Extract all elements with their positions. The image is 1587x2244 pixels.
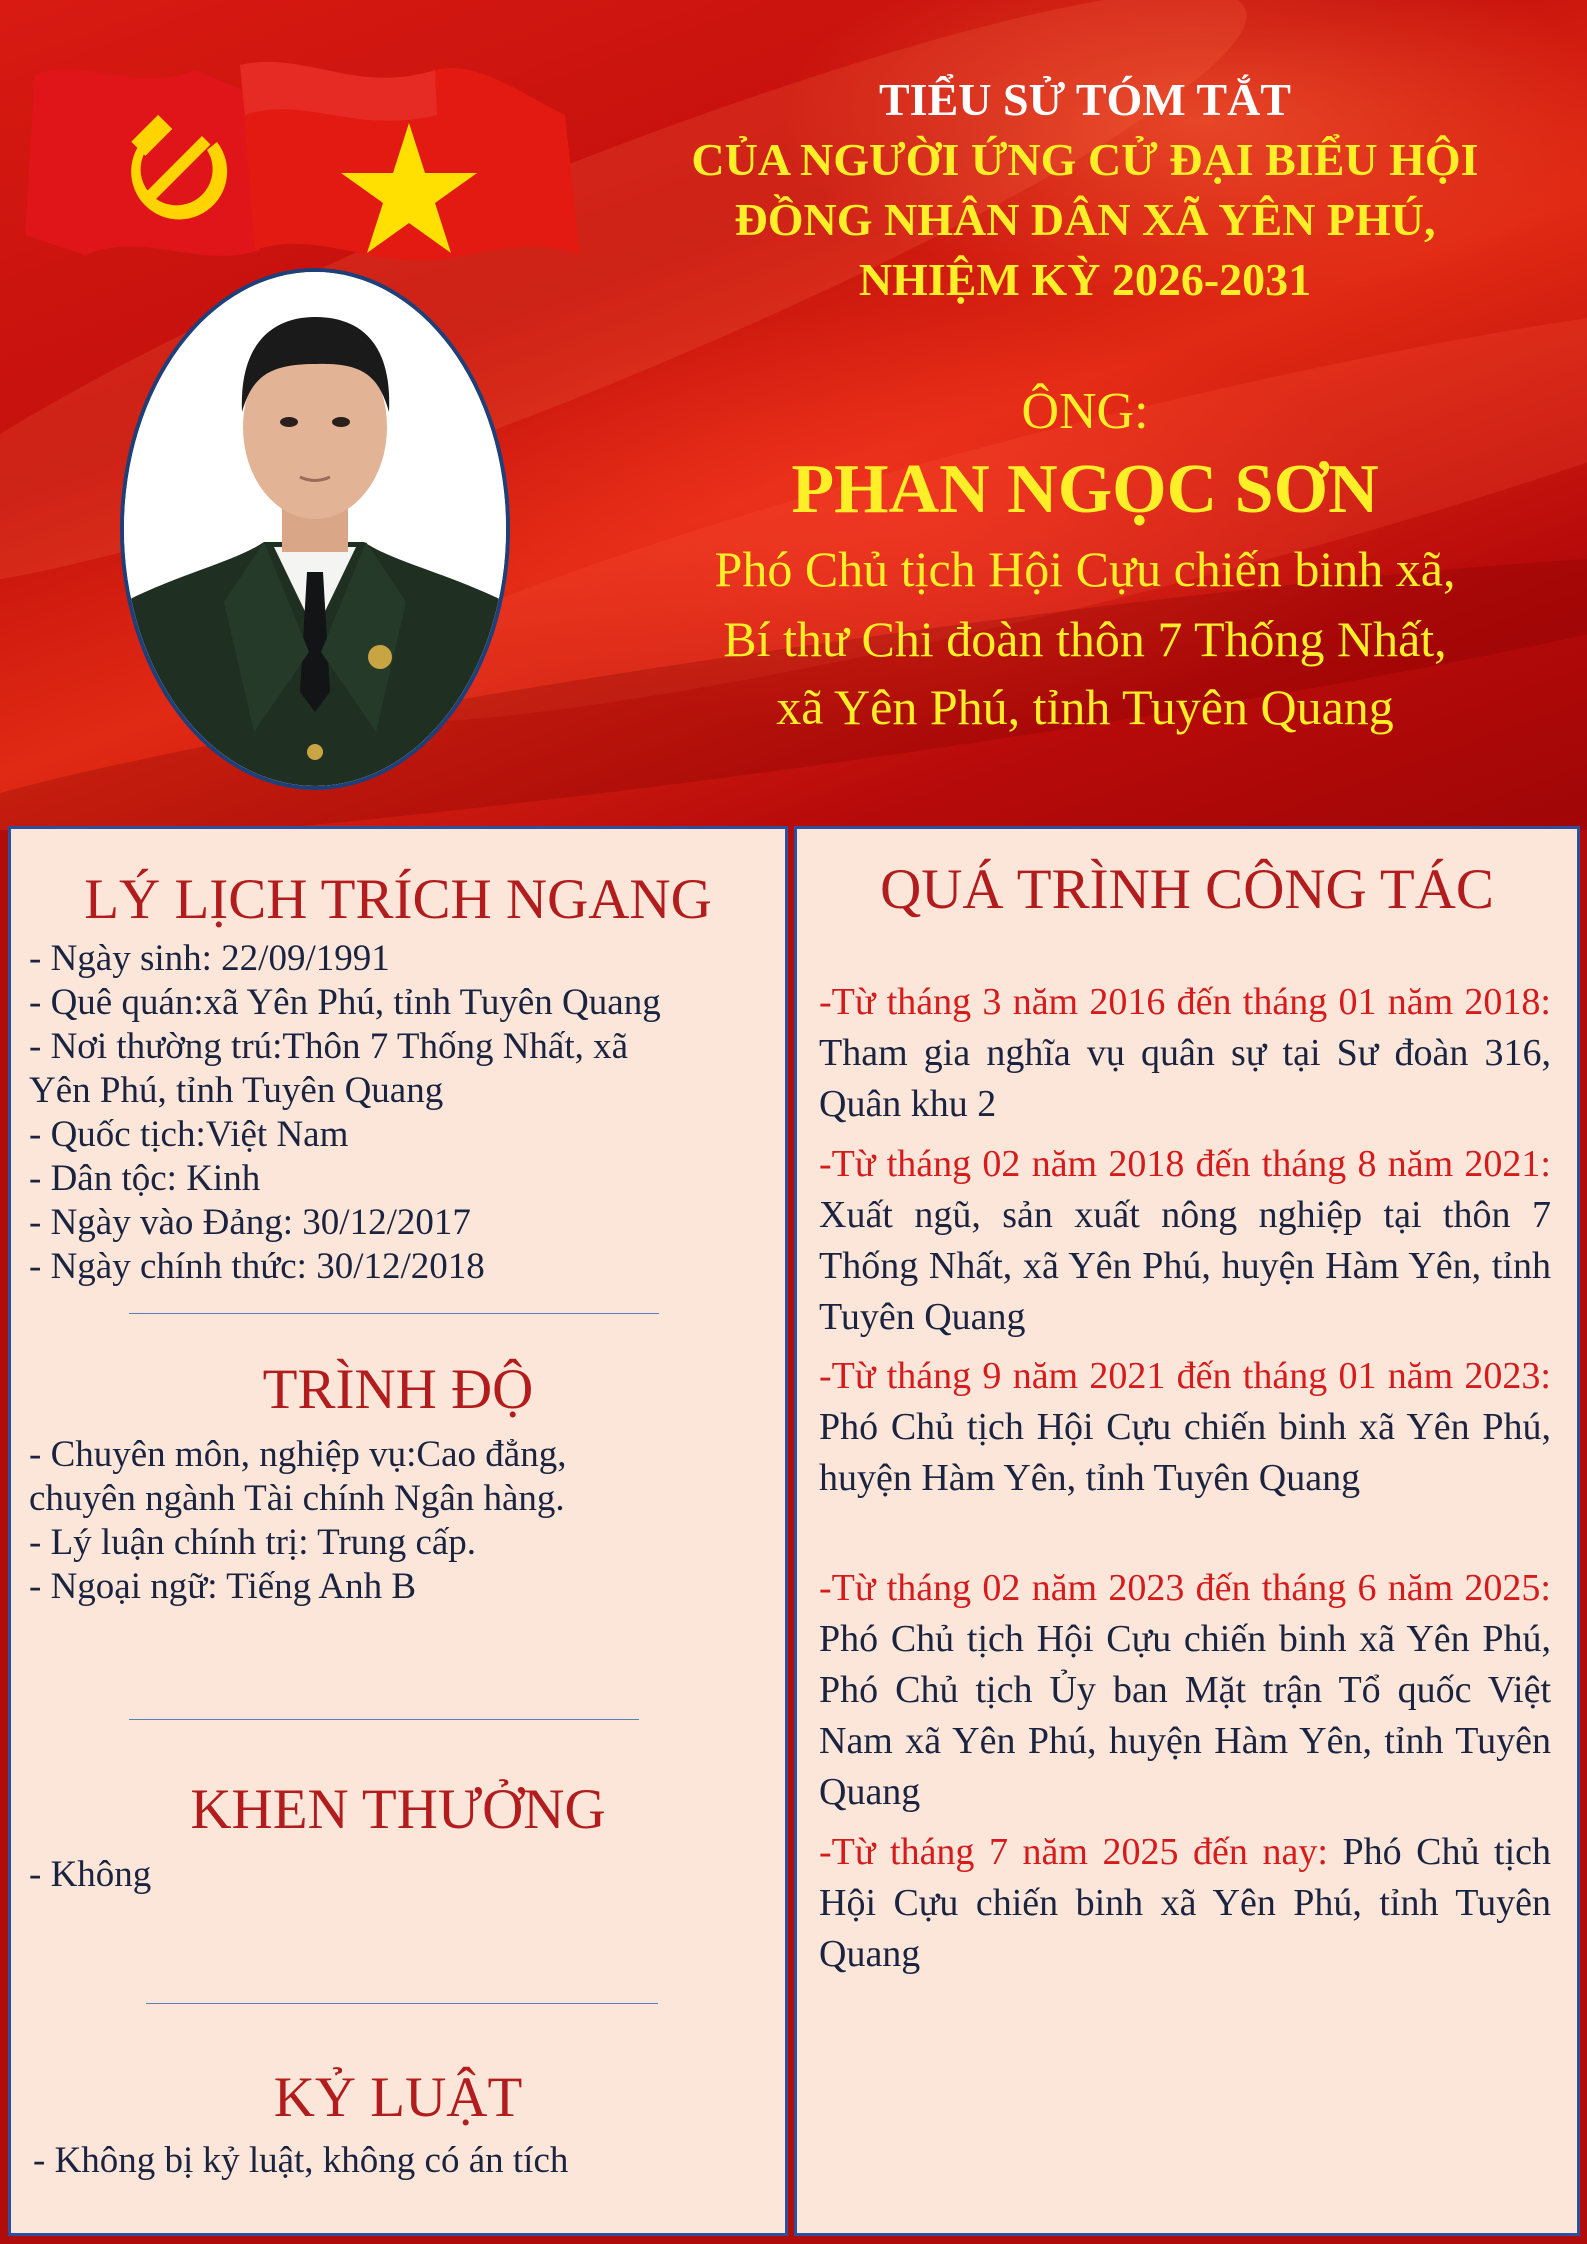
title-line-1: TIỂU SỬ TÓM TẮT [879,74,1291,125]
divider [146,2003,658,2004]
career-item [819,1827,1551,1980]
education-title: TRÌNH ĐỘ [262,1358,534,1421]
awards-title: KHEN THƯỞNG [190,1778,606,1841]
career-title: QUÁ TRÌNH CÔNG TÁC [880,858,1494,921]
discipline-text: - Không bị kỷ luật, không có án tích [33,2140,569,2181]
profile-line: - Ngày vào Đảng: 30/12/2017 [29,1202,471,1243]
career-panel [794,826,1580,2236]
title-line-2: CỦA NGƯỜI ỨNG CỬ ĐẠI BIỂU HỘI [691,134,1479,185]
profile-line: - Quốc tịch:Việt Nam [29,1114,349,1155]
profile-line: Yên Phú, tỉnh Tuyên Quang [29,1070,444,1111]
career-period: -Từ tháng 7 năm 2025 đến nay: [819,1831,1328,1873]
career-period: -Từ tháng 02 năm 2018 đến tháng 8 năm 2021: [819,1143,1551,1185]
education-line: - Lý luận chính trị: Trung cấp. [29,1522,477,1563]
flags-icon [25,55,585,265]
career-period: -Từ tháng 9 năm 2021 đến tháng 01 năm 2023: [819,1355,1551,1397]
career-desc: Tham gia nghĩa vụ quân sự tại Sư đoàn 316, Quân khu 2 [819,1032,1551,1125]
career-item [819,1139,1551,1343]
career-desc: Phó Chủ tịch Hội Cựu chiến binh xã Yên Phú, tỉnh Tuyên Quang [819,1831,1551,1975]
education-line: - Chuyên môn, nghiệp vụ:Cao đẳng, [29,1434,567,1475]
title-line-3: ĐỒNG NHÂN DÂN XÃ YÊN PHÚ, [734,194,1436,245]
candidate-name: PHAN NGỌC SƠN [791,451,1379,528]
divider [129,1719,639,1720]
career-desc: Phó Chủ tịch Hội Cựu chiến binh xã Yên Phú, huyện Hàm Yên, tỉnh Tuyên Quang [819,1406,1551,1499]
title-line-4: NHIỆM KỲ 2026-2031 [858,254,1312,305]
education-line: - Ngoại ngữ: Tiếng Anh B [29,1566,417,1607]
awards-text: - Không [29,1854,152,1895]
career-desc: Xuất ngũ, sản xuất nông nghiệp tại thôn 7 Thống Nhất, xã Yên Phú, huyện Hàm Yên, tỉnh Tuyên Quang [819,1194,1551,1338]
position-line-3: xã Yên Phú, tỉnh Tuyên Quang [776,679,1394,735]
profile-line: - Ngày sinh: 22/09/1991 [29,938,390,979]
career-item [819,1563,1551,1818]
education-line: chuyên ngành Tài chính Ngân hàng. [29,1478,565,1519]
career-period: -Từ tháng 3 năm 2016 đến tháng 01 năm 2018: [819,981,1551,1023]
profile-line: - Quê quán:xã Yên Phú, tỉnh Tuyên Quang [29,982,661,1023]
salutation: ÔNG: [1021,383,1149,440]
position-line-1: Phó Chủ tịch Hội Cựu chiến binh xã, [714,541,1456,597]
career-item [819,1351,1551,1504]
profile-line: - Nơi thường trú:Thôn 7 Thống Nhất, xã [29,1026,629,1067]
candidate-photo [120,268,510,790]
discipline-title: KỶ LUẬT [273,2066,523,2129]
career-period: -Từ tháng 02 năm 2023 đến tháng 6 năm 2025: [819,1567,1551,1609]
profile-line: - Dân tộc: Kinh [29,1158,261,1199]
header-banner [0,0,1587,830]
position-line-2: Bí thư Chi đoàn thôn 7 Thống Nhất, [723,611,1447,667]
divider [129,1313,659,1314]
portrait-image [124,272,506,786]
profile-line: - Ngày chính thức: 30/12/2018 [29,1246,485,1287]
career-desc: Phó Chủ tịch Hội Cựu chiến binh xã Yên Phú, Phó Chủ tịch Ủy ban Mặt trận Tổ quốc Việt Nam xã Yên Phú, huyện Hàm Yên, tỉnh Tuyên Quang [819,1618,1551,1813]
biography-panel [8,826,788,2236]
career-item [819,977,1551,1130]
profile-title: LÝ LỊCH TRÍCH NGANG [84,868,712,931]
